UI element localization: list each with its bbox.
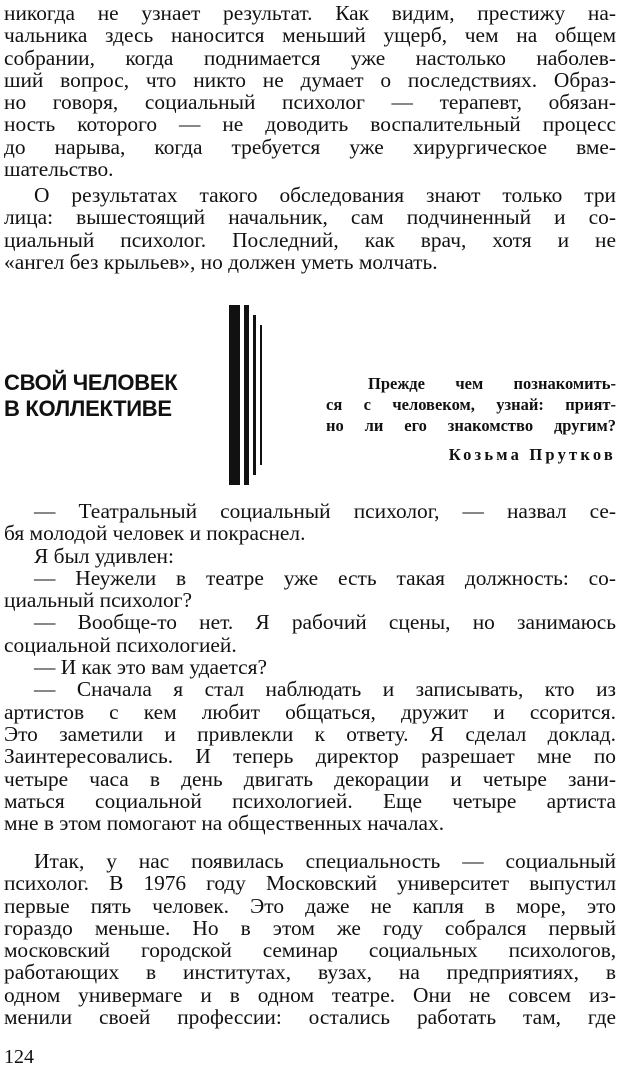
page-number: 124 [4, 1046, 34, 1068]
text-line: психолог. В 1976 году Московский университет выпустил [4, 871, 616, 896]
text-line: до нарыва, когда требуется уже хирургическое вме- [4, 134, 616, 159]
epigraph [326, 373, 616, 465]
epigraph-line: Прежде чем познакомить- [368, 374, 616, 393]
text-line: — Сначала я стал наблюдать и записывать, кто из [34, 677, 616, 702]
text-line: но говоря, социальный психолог — терапевт, обязан- [4, 90, 616, 115]
text-line: Я был удивлен: [34, 543, 174, 568]
top-paragraph [4, 2, 616, 180]
epigraph-line: ся с человеком, узнай: прият- [326, 395, 616, 414]
text-line: ший вопрос, что никто не думает о последствиях. Образ- [4, 67, 616, 92]
text-line: гораздо меньше. Но в этом же году собрался первый [4, 915, 616, 940]
text-line: — И как это вам удается? [34, 655, 267, 680]
second-paragraph [4, 184, 616, 273]
epigraph-line: но ли его знакомство другим? [326, 416, 616, 435]
text-line: — Вообще-то нет. Я рабочий сцены, но занимаюсь [34, 610, 616, 635]
text-line: артистов с кем любит общаться, дружит и ссорится. [4, 699, 616, 724]
text-line: социальной психологией. [4, 632, 237, 657]
text-line: Итак, у нас появилась специальность — социальный [34, 849, 616, 873]
final-paragraph [4, 850, 616, 1028]
text-line: шательство. [4, 157, 114, 182]
section-heading-line: СВОЙ ЧЕЛОВЕК [4, 370, 178, 395]
text-line: О результатах такого обследования знают только три [34, 183, 616, 207]
text-line: Заинтересовались. И теперь директор разрешает мне по [4, 744, 616, 769]
text-line: — Театральный социальный психолог, — назвал се- [34, 499, 616, 523]
section-heading [4, 370, 224, 422]
epigraph-author: Козьма Прутков [448, 445, 616, 464]
text-line: маться социальной психологией. Еще четыре артиста [4, 788, 616, 813]
text-line: одном универмаге и в одном театре. Они не совсем из- [4, 982, 616, 1007]
text-line: чальника здесь наносится меньший ущерб, чем на общем [4, 23, 616, 48]
text-line: московский городской семинар социальных психологов, [4, 938, 616, 963]
text-line: Это заметили и привлекли к ответу. Я сделал доклад. [4, 721, 616, 746]
text-line: мне в этом помогают на общественных началах. [4, 811, 445, 836]
text-line: — Неужели в театре уже есть такая должность: со- [34, 565, 616, 590]
text-line: первые пять человек. Это даже не капля в море, это [4, 893, 616, 918]
text-line: лица: вышестоящий начальник, сам подчиненный и со- [4, 205, 616, 230]
text-line: менили своей профессии: остались работать там, где [4, 1005, 616, 1030]
text-line: циальный психолог? [4, 588, 192, 613]
text-line: четыре часа в день двигать декорации и четыре зани- [4, 766, 616, 791]
text-line: никогда не узнает результат. Как видим, престижу на- [4, 1, 616, 25]
decorative-bars [229, 305, 269, 485]
text-line: работающих в институтах, вузах, на предприятиях, в [4, 960, 616, 985]
text-line: собрании, когда поднимается уже настолько наболев- [4, 45, 616, 70]
text-line: бя молодой человек и покраснел. [4, 521, 306, 546]
section-heading-line: В КОЛЛЕКТИВЕ [4, 396, 172, 421]
text-line: ность которого — не доводить воспалительный процесс [4, 112, 616, 137]
text-line: «ангел без крыльев», но должен уметь молчать. [4, 249, 438, 274]
text-line: циальный психолог. Последний, как врач, хотя и не [4, 227, 616, 252]
dialogue-block [4, 500, 616, 834]
